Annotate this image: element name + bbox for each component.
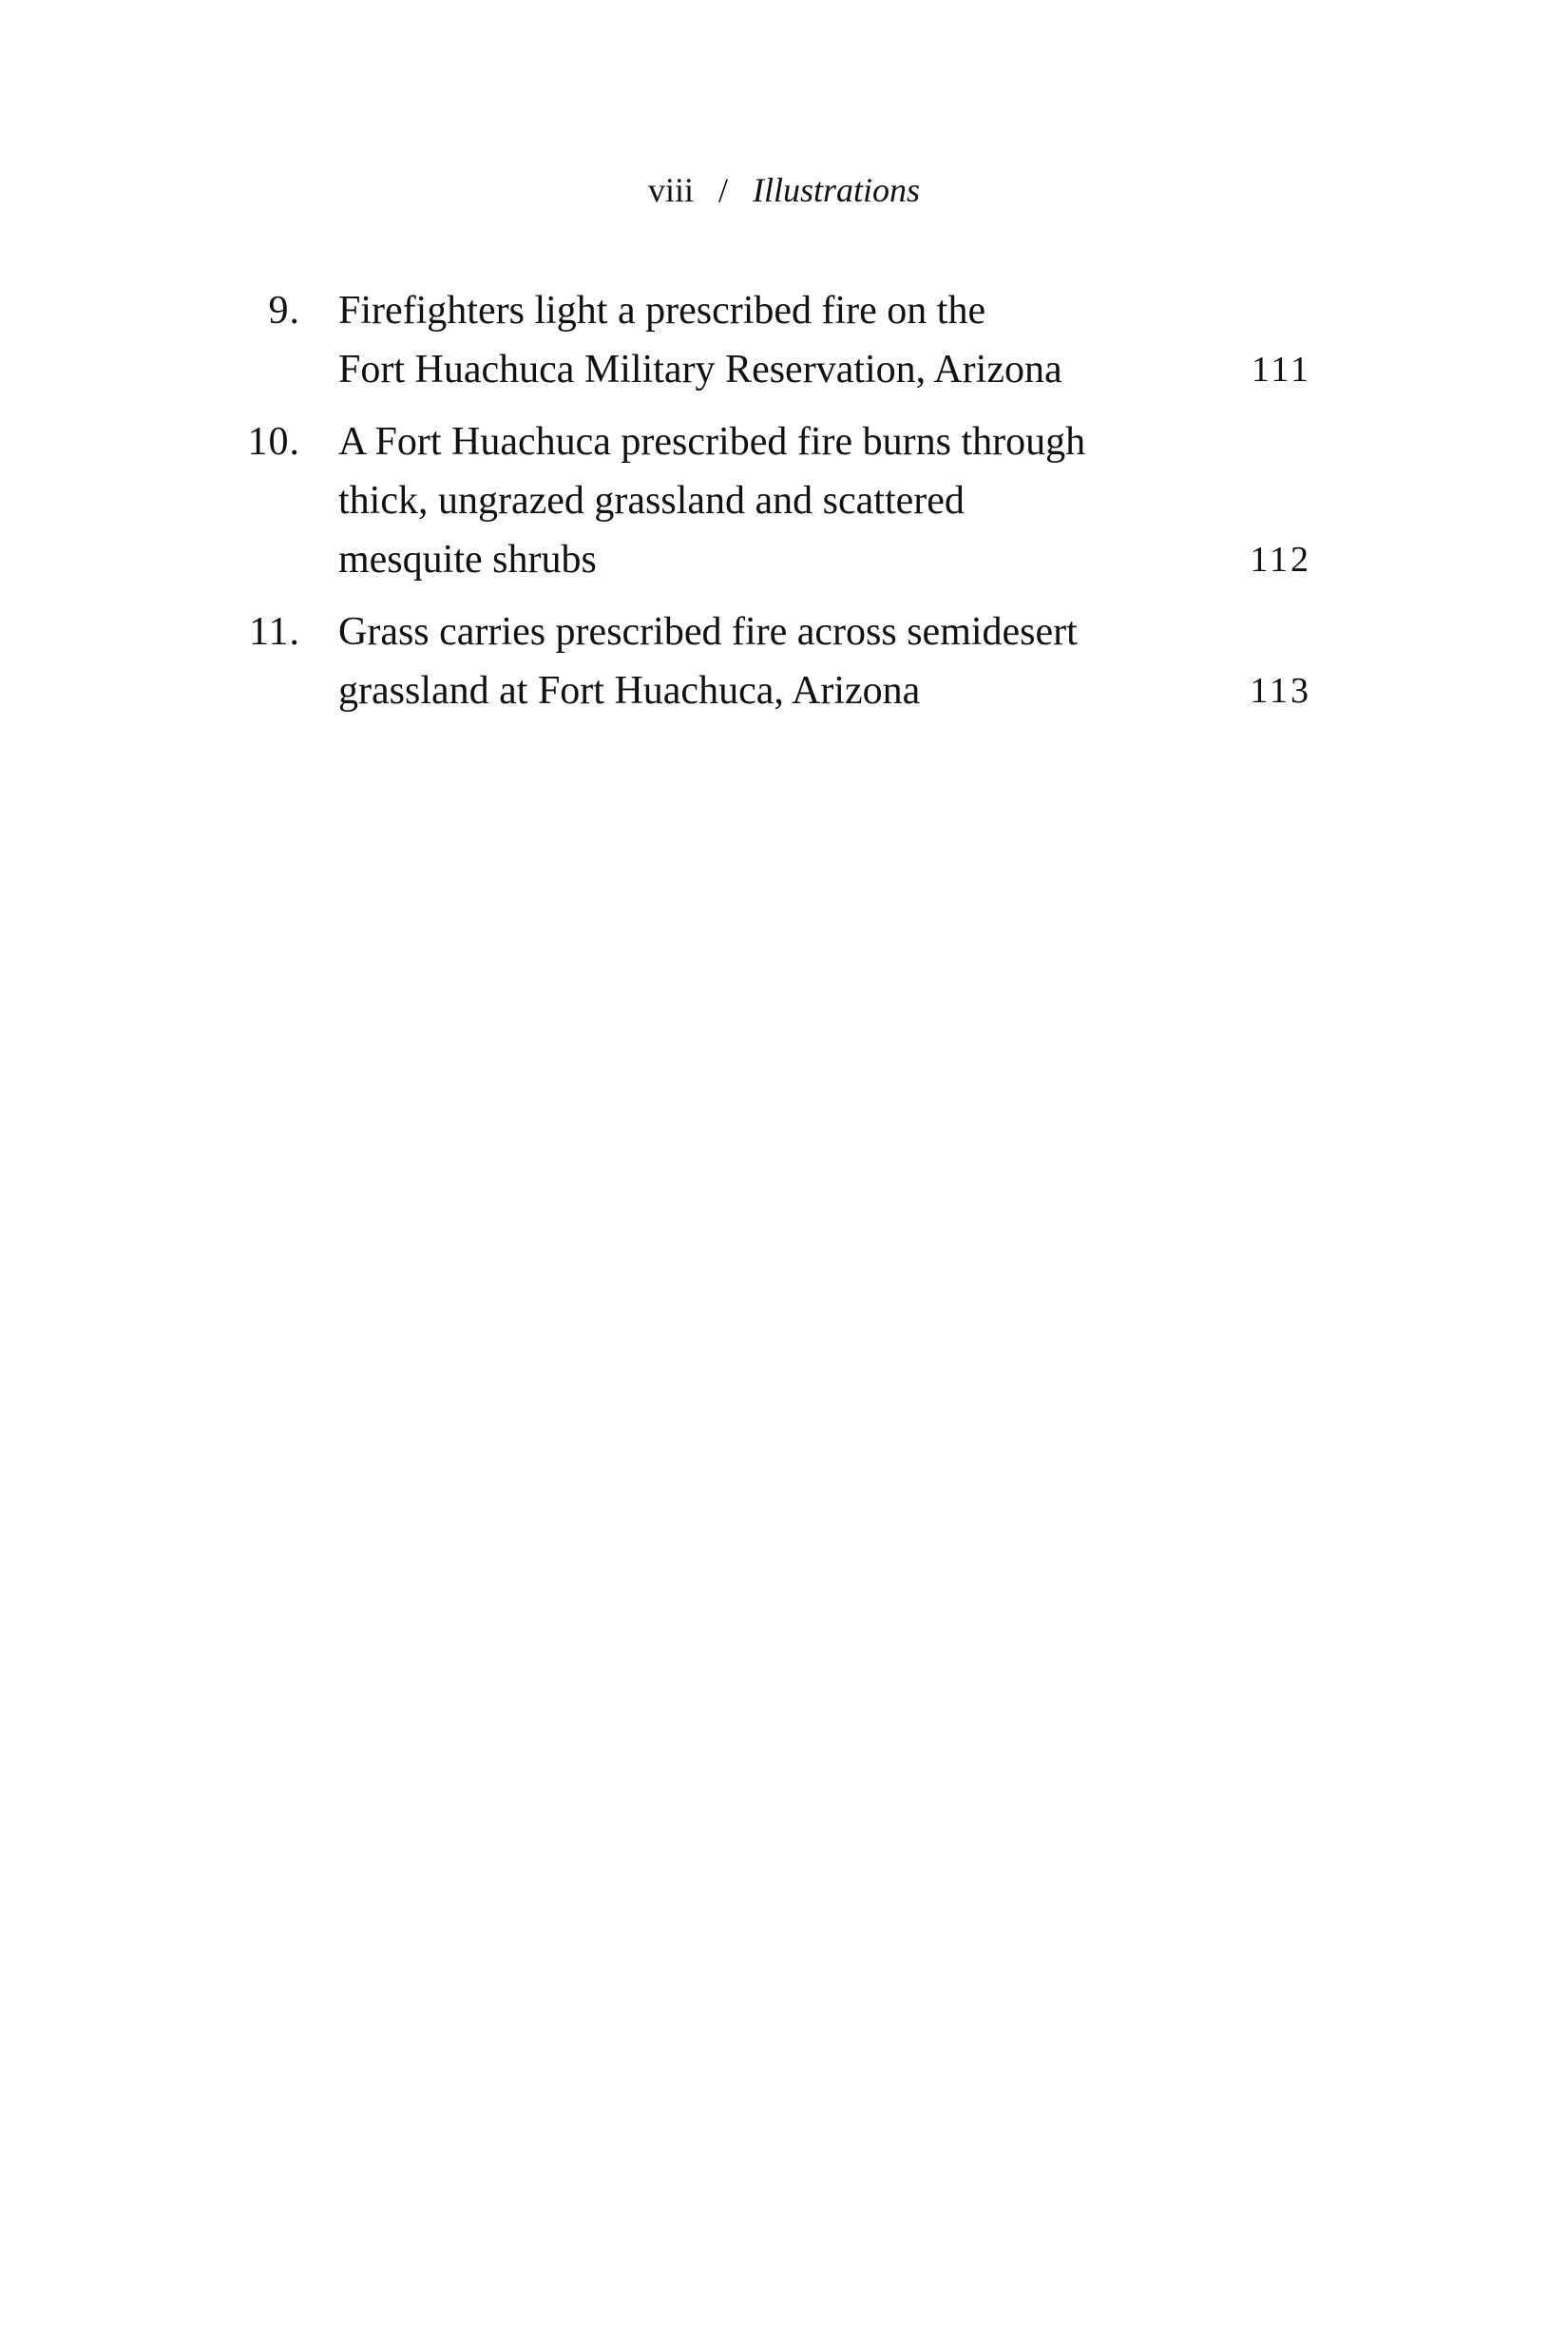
caption-line: Grass carries prescribed fire across semidesert xyxy=(338,610,1078,654)
entry-page: 112 xyxy=(1250,540,1311,580)
entry-caption xyxy=(338,412,1127,589)
entry-page: 111 xyxy=(1251,350,1311,390)
entry-caption xyxy=(338,281,1127,399)
caption-line: mesquite shrubs xyxy=(338,538,597,582)
illustrations-list xyxy=(238,281,1311,734)
list-item xyxy=(238,412,1311,589)
entry-number: 9. xyxy=(268,289,300,333)
caption-line: Fort Huachuca Military Reservation, Arizona xyxy=(338,348,1062,392)
header-separator: / xyxy=(717,171,728,209)
caption-line: grassland at Fort Huachuca, Arizona xyxy=(338,669,921,713)
list-item xyxy=(238,602,1311,720)
caption-line: A Fort Huachuca prescribed fire burns through xyxy=(338,420,1086,464)
running-head xyxy=(0,169,1568,211)
entry-caption xyxy=(338,602,1127,720)
entry-number: 10. xyxy=(247,420,300,464)
page-number: viii xyxy=(647,171,694,209)
entry-number: 11. xyxy=(249,610,300,654)
entry-page: 113 xyxy=(1250,671,1311,711)
list-item xyxy=(238,281,1311,399)
caption-line: thick, ungrazed grassland and scattered xyxy=(338,479,965,523)
section-title: Illustrations xyxy=(753,171,921,209)
caption-line: Firefighters light a prescribed fire on the xyxy=(338,289,986,333)
